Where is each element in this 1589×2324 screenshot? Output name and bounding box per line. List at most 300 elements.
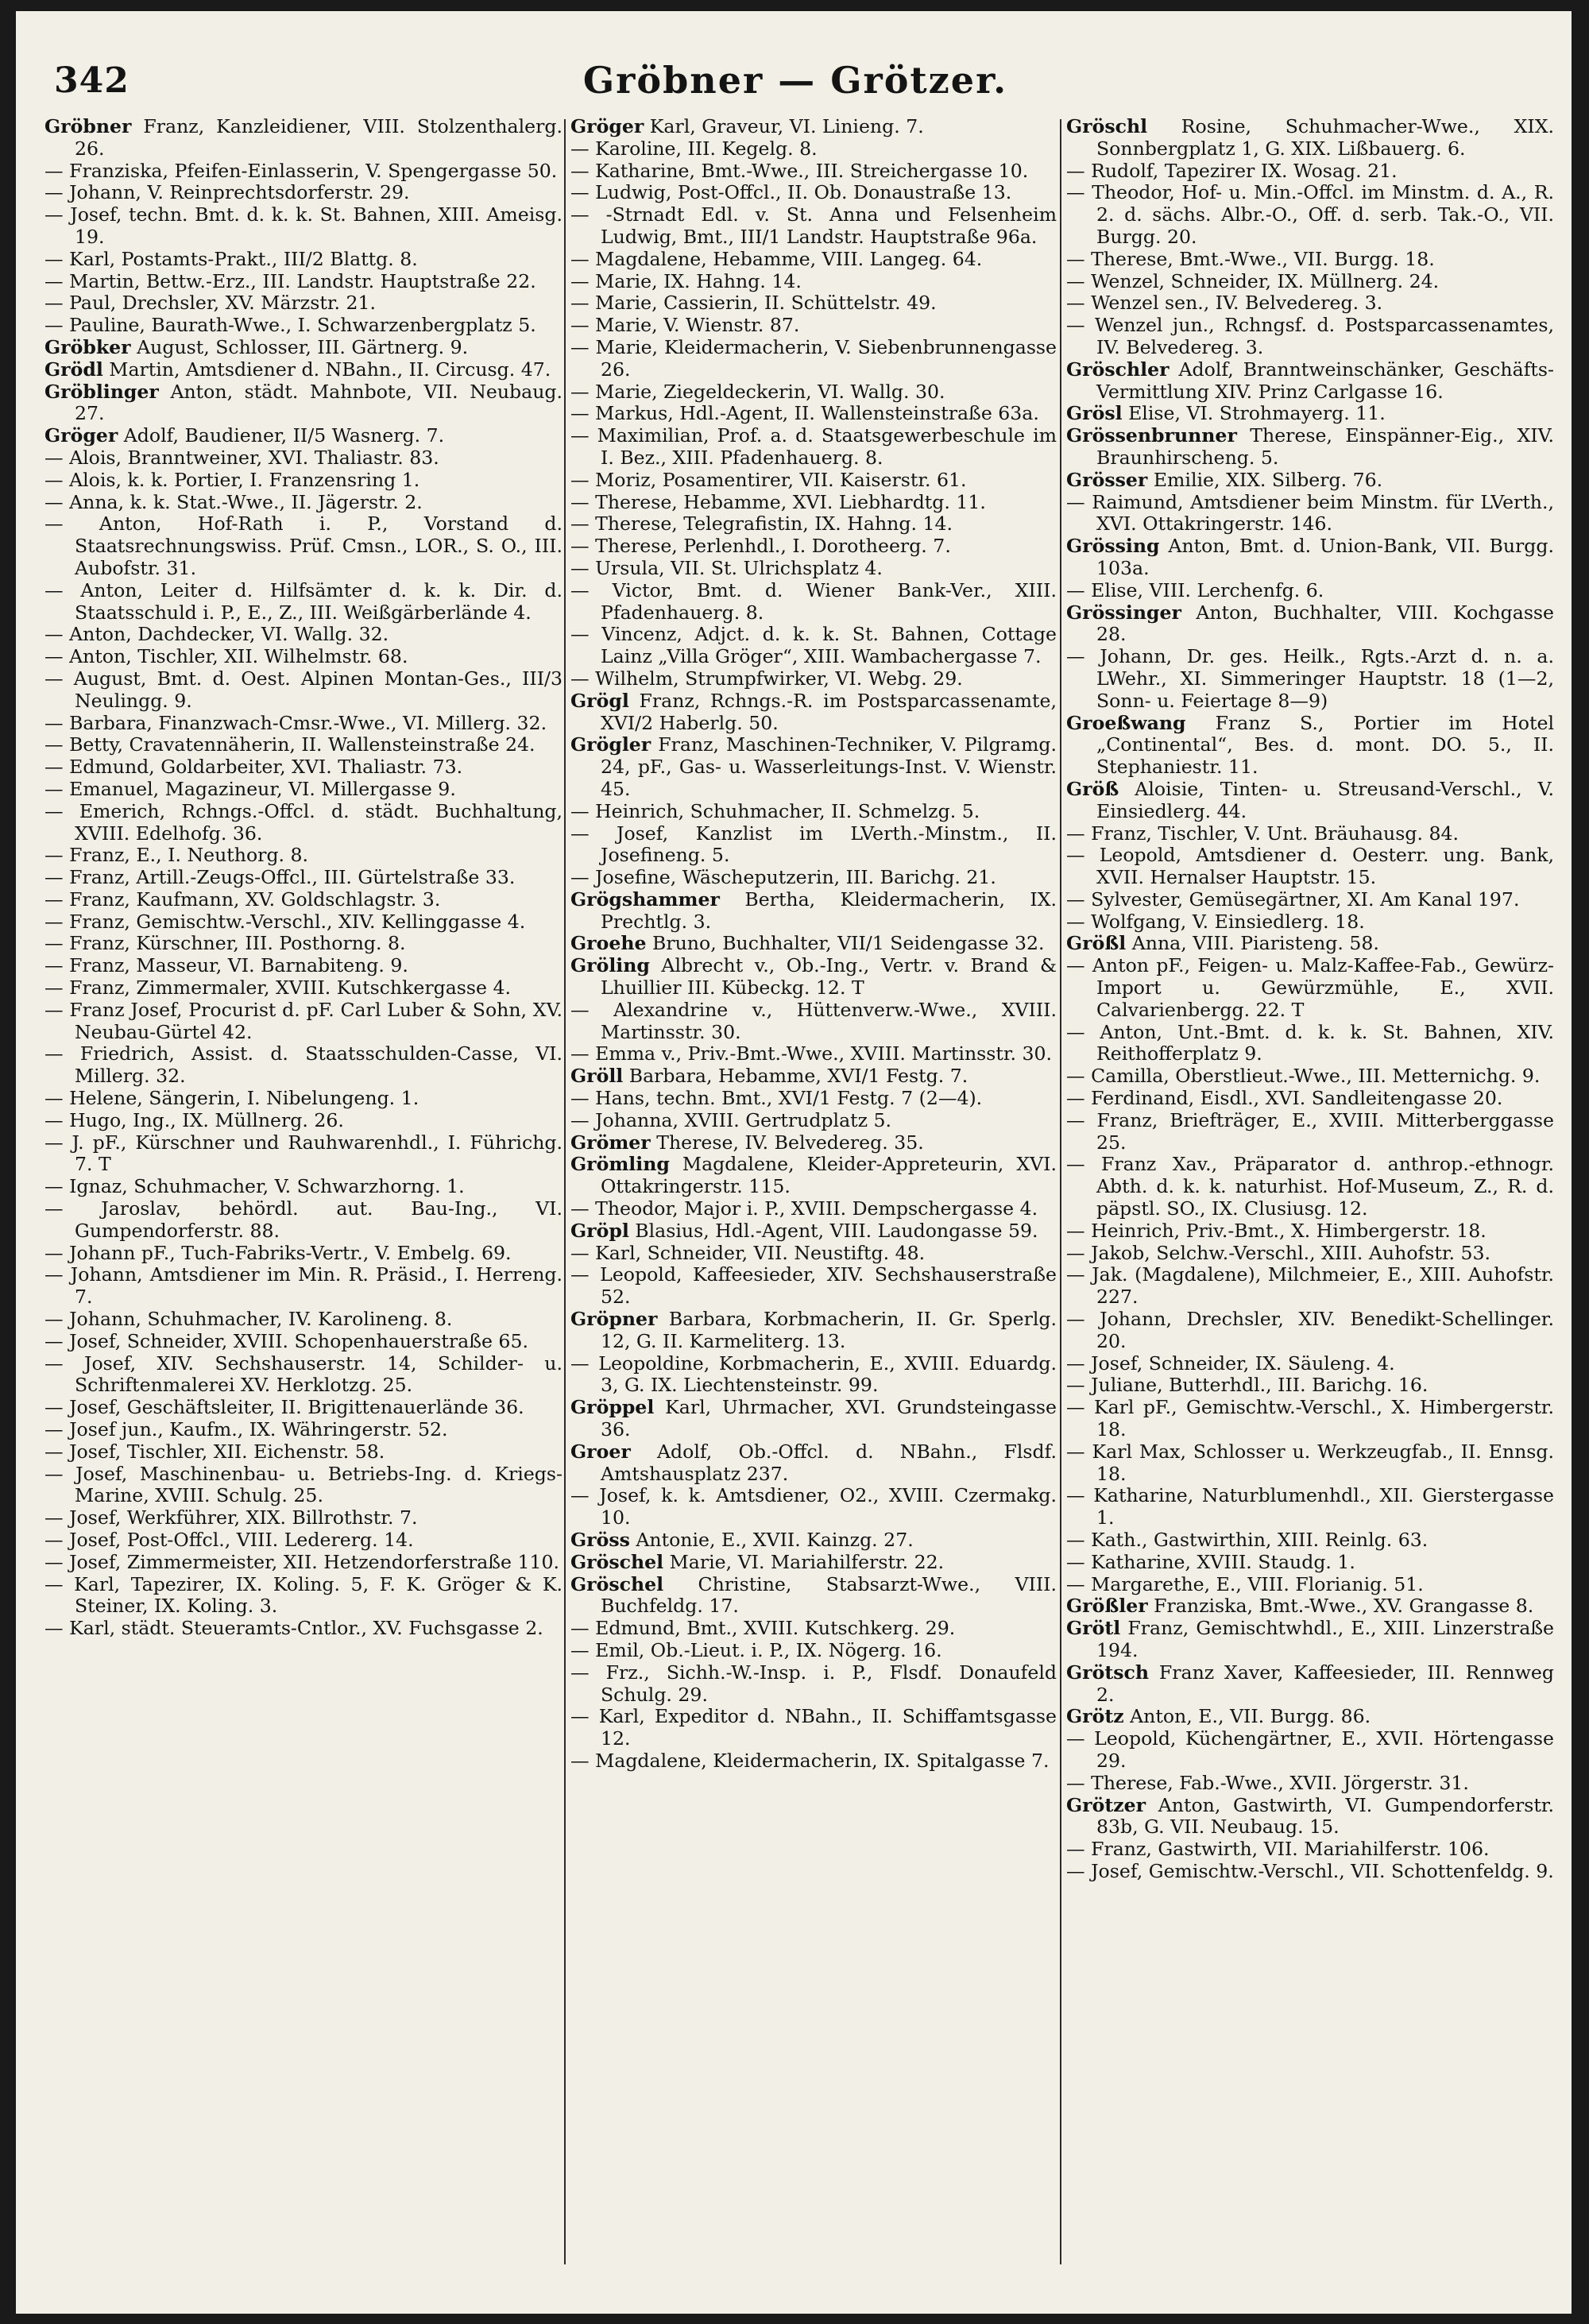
- directory-entry: [44, 359, 563, 381]
- directory-entry: [1066, 359, 1554, 404]
- entry-text: — Wilhelm, Strumpfwirker, VI. Webg. 29.: [570, 667, 963, 690]
- directory-entry: [570, 403, 1057, 425]
- directory-entry: [44, 845, 563, 867]
- entry-surname: Gröschler: [1066, 358, 1170, 381]
- directory-entry: [1066, 425, 1554, 470]
- entry-surname: Grössenbrunner: [1066, 424, 1237, 447]
- entry-surname: Gröss: [570, 1529, 630, 1551]
- entry-text: — Alois, k. k. Portier, I. Franzensring 1.: [44, 468, 420, 491]
- directory-entry: [570, 1485, 1057, 1529]
- entry-text: — Therese, Fab.-Wwe., XVII. Jörgerstr. 31.: [1066, 1771, 1469, 1794]
- directory-entry: [1066, 1706, 1554, 1728]
- entry-text: Christine, Stabsarzt-Wwe., VIII. Buchfeldg. 17.: [601, 1572, 1057, 1618]
- directory-entry: [570, 138, 1057, 160]
- entry-text: Albrecht v., Ob.-Ing., Vertr. v. Brand & Lhuillier III. Kübeckg. 12. T: [601, 954, 1057, 1000]
- directory-entry: [570, 249, 1057, 271]
- entry-text: August, Schlosser, III. Gärtnerg. 9.: [137, 335, 469, 358]
- directory-entry: [1066, 1552, 1554, 1574]
- directory-entry: [570, 1618, 1057, 1640]
- entry-text: — Therese, Hebamme, XVI. Liebhardtg. 11.: [570, 490, 986, 513]
- entry-text: — Josef, Kanzlist im LVerth.-Minstm., II. Josefineng. 5.: [570, 822, 1057, 867]
- directory-entry: [1066, 1353, 1554, 1375]
- column-3: [1066, 116, 1554, 2289]
- directory-entry: [570, 1397, 1057, 1441]
- directory-entry: [1066, 182, 1554, 248]
- directory-entry: [1066, 271, 1554, 293]
- directory-columns: [44, 116, 1554, 2289]
- directory-entry: [44, 1507, 563, 1529]
- entry-text: — Josef, Schneider, XVIII. Schopenhauerstraße 65.: [44, 1329, 528, 1352]
- column-2: [570, 116, 1057, 2289]
- entry-text: — Katharine, XVIII. Staudg. 1.: [1066, 1550, 1355, 1573]
- entry-text: — Leopold, Küchengärtner, E., XVII. Hörtengasse 29.: [1066, 1727, 1554, 1772]
- directory-entry: [1066, 1662, 1554, 1707]
- directory-entry: [1066, 160, 1554, 183]
- entry-text: — Wolfgang, V. Einsiedlerg. 18.: [1066, 910, 1365, 933]
- directory-entry: [44, 955, 563, 977]
- entry-text: — Marie, Cassierin, II. Schüttelstr. 49.: [570, 292, 937, 315]
- entry-text: — Marie, Ziegeldeckerin, VI. Wallg. 30.: [570, 380, 945, 403]
- directory-entry: [1066, 1220, 1554, 1243]
- entry-text: Magdalene, Kleider-Appreteurin, XVI. Ottakringerstr. 115.: [601, 1153, 1057, 1198]
- entry-text: — Margarethe, E., VIII. Florianig. 51.: [1066, 1572, 1424, 1595]
- entry-text: — Ursula, VII. St. Ulrichsplatz 4.: [570, 556, 883, 579]
- entry-surname: Gröblinger: [44, 380, 159, 403]
- entry-text: — Martin, Bettw.-Erz., III. Landstr. Hauptstraße 22.: [44, 269, 536, 292]
- entry-text: — Anton, Dachdecker, VI. Wallg. 32.: [44, 623, 389, 646]
- directory-entry: [570, 292, 1057, 315]
- directory-entry: [570, 1640, 1057, 1662]
- directory-entry: [570, 315, 1057, 337]
- directory-entry: [1066, 1110, 1554, 1154]
- directory-entry: [44, 1264, 563, 1309]
- directory-entry: [44, 249, 563, 271]
- entry-text: — Katharine, Bmt.-Wwe., III. Streichergasse 10.: [570, 159, 1029, 182]
- directory-entry: [570, 492, 1057, 514]
- entry-surname: Grössing: [1066, 535, 1160, 558]
- entry-text: Karl, Uhrmacher, XVI. Grundsteingasse 36.: [601, 1396, 1057, 1441]
- entry-text: — Therese, Telegrafistin, IX. Hahng. 14.: [570, 512, 953, 536]
- directory-entry: [44, 492, 563, 514]
- entry-text: — Therese, Bmt.-Wwe., VII. Burgg. 18.: [1066, 247, 1435, 270]
- entry-surname: Grösser: [1066, 468, 1148, 491]
- entry-text: — Heinrich, Priv.-Bmt., X. Himbergerstr. 18.: [1066, 1219, 1487, 1242]
- entry-surname: Groehe: [570, 932, 647, 955]
- directory-entry: [44, 911, 563, 934]
- directory-entry: [1066, 1088, 1554, 1110]
- directory-entry: [44, 1198, 563, 1243]
- directory-entry: [570, 690, 1057, 735]
- directory-entry: [1066, 580, 1554, 602]
- directory-entry: [570, 867, 1057, 889]
- entry-text: — Karl Max, Schlosser u. Werkzeugfab., II. Ennsg. 18.: [1066, 1440, 1554, 1485]
- directory-entry: [44, 801, 563, 845]
- entry-text: Franz, Rchngs.-R. im Postsparcassenamte, XVI/2 Haberlg. 50.: [601, 689, 1057, 734]
- entry-text: Anton, Buchhalter, VIII. Kochgasse 28.: [1096, 601, 1554, 646]
- entry-text: — Johann pF., Tuch-Fabriks-Vertr., V. Embelg. 69.: [44, 1241, 512, 1264]
- directory-entry: [44, 933, 563, 955]
- directory-entry: [44, 1000, 563, 1044]
- directory-entry: [44, 624, 563, 646]
- entry-surname: Gröbker: [44, 335, 131, 358]
- directory-entry: [570, 425, 1057, 470]
- entry-surname: Grötsch: [1066, 1661, 1150, 1684]
- directory-entry: [44, 271, 563, 293]
- entry-text: — Jaroslav, behördl. aut. Bau-Ing., VI. Gumpendorferstr. 88.: [44, 1197, 563, 1242]
- directory-entry: [1066, 470, 1554, 492]
- directory-entry: [1066, 713, 1554, 779]
- entry-text: Therese, Einspänner-Eig., XIV. Braunhirscheng. 5.: [1096, 424, 1554, 469]
- directory-entry: [44, 1331, 563, 1353]
- entry-text: — Friedrich, Assist. d. Staatsschulden-Casse, VI. Millerg. 32.: [44, 1042, 563, 1088]
- entry-text: — Frz., Sichh.-W.-Insp. i. P., Flsdf. Donaufeld Schulg. 29.: [570, 1661, 1057, 1706]
- entry-text: — Johanna, XVIII. Gertrudplatz 5.: [570, 1108, 892, 1131]
- entry-text: — Josefine, Wäscheputzerin, III. Barichg. 21.: [570, 866, 996, 889]
- entry-text: — Josef, Gemischtw.-Verschl., VII. Schottenfeldg. 9.: [1066, 1859, 1554, 1882]
- directory-entry: [1066, 1574, 1554, 1596]
- directory-entry: [1066, 292, 1554, 315]
- directory-entry: [1066, 1773, 1554, 1795]
- directory-entry: [1066, 602, 1554, 647]
- directory-entry: [1066, 823, 1554, 845]
- entry-text: Anna, VIII. Piaristeng. 58.: [1131, 932, 1379, 955]
- directory-entry: [1066, 1728, 1554, 1773]
- entry-text: — Franz, Kaufmann, XV. Goldschlagstr. 3.: [44, 887, 441, 911]
- directory-entry: [570, 1441, 1057, 1486]
- entry-text: — Franz, Kürschner, III. Posthorng. 8.: [44, 932, 406, 955]
- entry-text: — Betty, Cravatennäherin, II. Wallensteinstraße 24.: [44, 733, 535, 756]
- directory-entry: [570, 580, 1057, 625]
- directory-entry: [1066, 1618, 1554, 1662]
- directory-entry: [44, 315, 563, 337]
- entry-text: Adolf, Ob.-Offcl. d. NBahn., Flsdf. Amtshausplatz 237.: [601, 1440, 1057, 1485]
- entry-text: — Emma v., Priv.-Bmt.-Wwe., XVIII. Martinsstr. 30.: [570, 1042, 1053, 1065]
- directory-entry: [570, 1000, 1057, 1044]
- entry-text: — Therese, Perlenhdl., I. Dorotheerg. 7.: [570, 535, 951, 558]
- entry-text: — Franz, Zimmermaler, XVIII. Kutschkergasse 4.: [44, 976, 511, 1000]
- entry-text: — Josef, Maschinenbau- u. Betriebs-Ing. d. Kriegs-Marine, XVIII. Schulg. 25.: [44, 1462, 563, 1507]
- entry-text: Martin, Amtsdiener d. NBahn., II. Circusg. 47.: [109, 358, 551, 381]
- entry-text: — Josef, k. k. Amtsdiener, O2., XVIII. Czermakg. 10.: [570, 1484, 1057, 1529]
- entry-text: — Johann, Schuhmacher, IV. Karolineng. 8.: [44, 1308, 453, 1331]
- directory-entry: [44, 668, 563, 713]
- directory-entry: [1066, 1861, 1554, 1883]
- entry-text: — Emerich, Rchngs.-Offcl. d. städt. Buchhaltung, XVIII. Edelhofg. 36.: [44, 799, 563, 845]
- directory-entry: [570, 1243, 1057, 1265]
- directory-entry: [44, 1397, 563, 1419]
- entry-text: Franziska, Bmt.-Wwe., XV. Grangasse 8.: [1154, 1595, 1534, 1618]
- directory-entry: [44, 513, 563, 579]
- directory-entry: [44, 756, 563, 779]
- entry-text: — Anton pF., Feigen- u. Malz-Kaffee-Fab., Gewürz-Import u. Gewürzmühle, E., XVII. Calvarienbergg. 22. T: [1066, 954, 1554, 1021]
- directory-entry: [1066, 1264, 1554, 1309]
- directory-entry: [570, 955, 1057, 1000]
- entry-text: — Franz Xav., Präparator d. anthrop.-ethnogr. Abth. d. k. k. naturhist. Hof-Museum, Z., R. d. päpstl. SO., IX. Clusiusg. 12.: [1066, 1153, 1554, 1220]
- entry-text: — Franz, Gemischtw.-Verschl., XIV. Kellinggasse 4.: [44, 910, 526, 933]
- directory-entry: [44, 1110, 563, 1132]
- directory-entry: [44, 292, 563, 315]
- entry-text: — Heinrich, Schuhmacher, II. Schmelzg. 5.: [570, 799, 980, 822]
- entry-text: — Magdalene, Hebamme, VIII. Langeg. 64.: [570, 247, 983, 270]
- directory-entry: [44, 713, 563, 735]
- entry-text: — Marie, Kleidermacherin, V. Siebenbrunnengasse 26.: [570, 335, 1057, 381]
- directory-entry: [44, 867, 563, 889]
- entry-surname: Grögshammer: [570, 887, 720, 911]
- directory-entry: [1066, 845, 1554, 889]
- entry-surname: Gröger: [570, 116, 644, 137]
- directory-entry: [44, 1552, 563, 1574]
- entry-text: — Karl, Tapezirer, IX. Koling. 5, F. K. Gröger & K. Steiner, IX. Koling. 3.: [44, 1572, 563, 1618]
- directory-entry: [44, 425, 563, 447]
- entry-surname: Groer: [570, 1440, 631, 1463]
- directory-entry: [1066, 1397, 1554, 1441]
- entry-surname: Grögl: [570, 689, 629, 712]
- entry-text: Franz, Maschinen-Techniker, V. Pilgramg. 24, pF., Gas- u. Wasserleitungs-Inst. V. Wienstr. 45.: [601, 733, 1057, 800]
- directory-entry: [44, 580, 563, 625]
- entry-text: — J. pF., Kürschner und Rauhwarenhdl., I. Führichg. 7. T: [44, 1131, 563, 1176]
- entry-text: — Johann, Drechsler, XIV. Benedikt-Schellinger. 20.: [1066, 1308, 1554, 1352]
- entry-surname: Gröschl: [1066, 116, 1148, 137]
- entry-text: — Josef, Zimmermeister, XII. Hetzendorferstraße 110.: [44, 1550, 560, 1573]
- directory-entry: [44, 1464, 563, 1508]
- entry-surname: Grötz: [1066, 1705, 1124, 1728]
- entry-surname: Gröger: [44, 424, 118, 447]
- entry-text: — Leopold, Amtsdiener d. Oesterr. ung. Bank, XVII. Hernalser Hauptstr. 15.: [1066, 844, 1554, 889]
- directory-entry: [570, 204, 1057, 249]
- entry-surname: Grögler: [570, 733, 651, 756]
- entry-text: Anton, E., VII. Burgg. 86.: [1130, 1705, 1371, 1728]
- running-title: Gröbner — Grötzer.: [582, 59, 1008, 102]
- entry-text: — Josef, Post-Offcl., VIII. Ledererg. 14.: [44, 1529, 414, 1551]
- entry-surname: Grössinger: [1066, 601, 1181, 624]
- directory-entry: [570, 536, 1057, 558]
- directory-entry: [1066, 779, 1554, 823]
- directory-entry: [1066, 315, 1554, 359]
- entry-text: — Emanuel, Magazineur, VI. Millergasse 9.: [44, 777, 456, 800]
- entry-text: — Franz, Artill.-Zeugs-Offcl., III. Gürtelstraße 33.: [44, 866, 516, 889]
- entry-text: Marie, VI. Mariahilferstr. 22.: [669, 1550, 945, 1573]
- entry-text: — Helene, Sängerin, I. Nibelungeng. 1.: [44, 1087, 419, 1110]
- entry-text: Franz, Gemischtwhdl., E., XIII. Linzerstraße 194.: [1096, 1617, 1554, 1661]
- directory-entry: [44, 470, 563, 492]
- directory-entry: [44, 160, 563, 183]
- directory-entry: [570, 1662, 1057, 1707]
- directory-entry: [1066, 1375, 1554, 1397]
- entry-text: Bruno, Buchhalter, VII/1 Seidengasse 32.: [652, 932, 1045, 955]
- directory-entry: [44, 1309, 563, 1331]
- directory-entry: [570, 116, 1057, 138]
- directory-entry: [570, 558, 1057, 580]
- directory-entry: [44, 447, 563, 470]
- directory-entry: [1066, 911, 1554, 934]
- entry-text: — Johann, V. Reinprechtsdorferstr. 29.: [44, 181, 410, 204]
- directory-entry: [44, 646, 563, 668]
- entry-text: — Edmund, Bmt., XVIII. Kutschkerg. 29.: [570, 1617, 956, 1640]
- directory-entry: [1066, 1309, 1554, 1353]
- directory-entry: [44, 1176, 563, 1198]
- column-rule-1: [564, 119, 566, 2264]
- entry-text: Rosine, Schuhmacher-Wwe., XIX. Sonnbergplatz 1, G. XIX. Lißbauerg. 6.: [1096, 116, 1554, 160]
- directory-entry: [570, 470, 1057, 492]
- entry-text: — Franz, Tischler, V. Unt. Bräuhausg. 84.: [1066, 822, 1459, 845]
- directory-entry: [1066, 1243, 1554, 1265]
- entry-text: — Karl, Postamts-Prakt., III/2 Blattg. 8.: [44, 247, 418, 270]
- entry-text: — Hugo, Ing., IX. Müllnerg. 26.: [44, 1108, 344, 1131]
- directory-entry: [1066, 1529, 1554, 1552]
- entry-text: Karl, Graveur, VI. Linieng. 7.: [649, 116, 924, 137]
- directory-entry: [570, 624, 1057, 668]
- directory-entry: [570, 1264, 1057, 1309]
- entry-surname: Gröschel: [570, 1550, 664, 1573]
- directory-entry: [570, 1132, 1057, 1154]
- entry-text: — Camilla, Oberstlieut.-Wwe., III. Metternichg. 9.: [1066, 1065, 1541, 1088]
- entry-text: — Wenzel jun., Rchngsf. d. Postsparcassenamtes, IV. Belvedereg. 3.: [1066, 314, 1554, 358]
- entry-surname: Größ: [1066, 777, 1119, 800]
- entry-text: — Juliane, Butterhdl., III. Barichg. 16.: [1066, 1374, 1429, 1397]
- entry-text: Aloisie, Tinten- u. Streusand-Verschl., V. Einsiedlerg. 44.: [1096, 777, 1554, 822]
- directory-entry: [44, 1441, 563, 1464]
- directory-entry: [570, 801, 1057, 823]
- directory-entry: [570, 1110, 1057, 1132]
- entry-text: — Karl, Schneider, VII. Neustiftg. 48.: [570, 1241, 926, 1264]
- entry-surname: Grötl: [1066, 1617, 1121, 1640]
- directory-entry: [44, 1243, 563, 1265]
- entry-text: — Edmund, Goldarbeiter, XVI. Thaliastr. 73.: [44, 756, 463, 779]
- entry-text: — Theodor, Hof- u. Min.-Offcl. im Minstm. d. A., R. 2. d. sächs. Albr.-O., Off. d. serb. Tak.-O., VII. Burgg. 20.: [1066, 181, 1554, 248]
- entry-surname: Gröbner: [44, 116, 132, 137]
- entry-text: — Franz, Gastwirth, VII. Mariahilferstr. 106.: [1066, 1838, 1490, 1861]
- entry-text: — Franz, E., I. Neuthorg. 8.: [44, 844, 309, 867]
- entry-text: — Ignaz, Schuhmacher, V. Schwarzhorng. 1.: [44, 1175, 465, 1198]
- directory-entry: [44, 116, 563, 160]
- directory-entry: [44, 1043, 563, 1088]
- entry-text: — Johann, Amtsdiener im Min. R. Präsid., I. Herreng. 7.: [44, 1263, 563, 1309]
- directory-entry: [570, 1552, 1057, 1574]
- entry-text: — Karl, städt. Steueramts-Cntlor., XV. Fuchsgasse 2.: [44, 1617, 543, 1640]
- entry-surname: Gröschel: [570, 1572, 664, 1595]
- entry-text: Blasius, Hdl.-Agent, VIII. Laudongasse 59.: [635, 1219, 1038, 1242]
- directory-entry: [570, 734, 1057, 800]
- entry-text: — Josef jun., Kaufm., IX. Währingerstr. 52.: [44, 1418, 448, 1441]
- entry-text: — Franz Josef, Procurist d. pF. Carl Luber & Sohn, XV. Neubau-Gürtel 42.: [44, 998, 563, 1043]
- entry-text: Anton, Bmt. d. Union-Bank, VII. Burgg. 103a.: [1096, 535, 1554, 579]
- entry-surname: Groeßwang: [1066, 711, 1186, 734]
- directory-entry: [570, 1220, 1057, 1243]
- directory-entry: [1066, 1485, 1554, 1529]
- entry-text: — Marie, IX. Hahng. 14.: [570, 269, 802, 292]
- directory-entry: [570, 889, 1057, 934]
- entry-text: — Karoline, III. Kegelg. 8.: [570, 137, 818, 160]
- entry-text: — Josef, XIV. Sechshauserstr. 14, Schilder- u. Schriftenmalerei XV. Herklotzg. 25.: [44, 1351, 563, 1397]
- entry-text: — Karl pF., Gemischtw.-Verschl., X. Himbergerstr. 18.: [1066, 1396, 1554, 1441]
- directory-entry: [1066, 955, 1554, 1021]
- directory-entry: [1066, 646, 1554, 712]
- entry-text: — Josef, Geschäftsleiter, II. Brigittenauerlände 36.: [44, 1396, 524, 1419]
- entry-text: Franz Xaver, Kaffeesieder, III. Rennweg 2.: [1096, 1661, 1554, 1706]
- entry-text: — Elise, VIII. Lerchenfg. 6.: [1066, 578, 1324, 601]
- directory-entry: [570, 1154, 1057, 1198]
- directory-entry: [1066, 1022, 1554, 1066]
- directory-entry: [44, 734, 563, 756]
- entry-text: Franz, Kanzleidiener, VIII. Stolzenthalerg. 26.: [75, 116, 563, 160]
- directory-entry: [44, 1353, 563, 1398]
- directory-entry: [570, 1309, 1057, 1353]
- directory-entry: [1066, 1441, 1554, 1486]
- entry-surname: Gröll: [570, 1065, 624, 1088]
- directory-entry: [44, 381, 563, 426]
- directory-entry: [1066, 1065, 1554, 1088]
- entry-text: — Leopoldine, Korbmacherin, E., XVIII. Eduardg. 3, G. IX. Liechtensteinstr. 99.: [570, 1351, 1057, 1397]
- entry-text: — Anna, k. k. Stat.-Wwe., II. Jägerstr. 2.: [44, 490, 423, 513]
- directory-entry: [570, 1065, 1057, 1088]
- entry-text: — Alexandrine v., Hüttenverw.-Wwe., XVIII. Martinsstr. 30.: [570, 998, 1057, 1043]
- entry-text: — Josef, techn. Bmt. d. k. k. St. Bahnen, XIII. Ameisg. 19.: [44, 203, 563, 248]
- directory-entry: [1066, 116, 1554, 160]
- directory-entry: [570, 513, 1057, 536]
- entry-surname: Gröling: [570, 954, 650, 977]
- entry-text: Anton, städt. Mahnbote, VII. Neubaug. 27.: [75, 380, 563, 425]
- entry-text: — Wenzel, Schneider, IX. Müllnerg. 24.: [1066, 269, 1440, 292]
- entry-text: — Josef, Werkführer, XIX. Billrothstr. 7.: [44, 1506, 418, 1529]
- directory-page: [16, 11, 1572, 2314]
- directory-entry: [1066, 933, 1554, 955]
- entry-text: — Franz, Briefträger, E., XVIII. Mitterberggasse 25.: [1066, 1108, 1554, 1154]
- entry-text: — Anton, Unt.-Bmt. d. k. k. St. Bahnen, XIV. Reithofferplatz 9.: [1066, 1020, 1554, 1065]
- page-number: 342: [54, 60, 130, 101]
- entry-text: Barbara, Hebamme, XVI/1 Festg. 7.: [628, 1065, 968, 1088]
- directory-entry: [570, 271, 1057, 293]
- entry-text: — Anton, Tischler, XII. Wilhelmstr. 68.: [44, 645, 408, 668]
- entry-text: — Josef, Schneider, IX. Säuleng. 4.: [1066, 1351, 1395, 1375]
- entry-text: — Paul, Drechsler, XV. Märzstr. 21.: [44, 292, 377, 315]
- entry-text: Anton, Gastwirth, VI. Gumpendorferstr. 83b, G. VII. Neubaug. 15.: [1096, 1793, 1554, 1839]
- entry-text: — Marie, V. Wienstr. 87.: [570, 314, 800, 337]
- entry-text: — Alois, Branntweiner, XVI. Thaliastr. 83.: [44, 446, 439, 469]
- entry-text: — Franz, Masseur, VI. Barnabiteng. 9.: [44, 954, 408, 977]
- entry-text: — Emil, Ob.-Lieut. i. P., IX. Nögerg. 16.: [570, 1638, 942, 1661]
- directory-entry: [1066, 492, 1554, 536]
- directory-entry: [1066, 403, 1554, 425]
- entry-text: — Josef, Tischler, XII. Eichenstr. 58.: [44, 1440, 385, 1463]
- directory-entry: [1066, 1595, 1554, 1618]
- entry-text: — Kath., Gastwirthin, XIII. Reinlg. 63.: [1066, 1529, 1429, 1551]
- entry-surname: Grömer: [570, 1131, 651, 1154]
- column-1: [44, 116, 563, 2289]
- entry-surname: Grösl: [1066, 402, 1123, 425]
- entry-surname: Größler: [1066, 1595, 1148, 1618]
- entry-surname: Größl: [1066, 932, 1127, 955]
- entry-text: Adolf, Baudiener, II/5 Wasnerg. 7.: [123, 424, 445, 447]
- directory-entry: [44, 1132, 563, 1177]
- entry-text: — Jak. (Magdalene), Milchmeier, E., XIII. Auhofstr. 227.: [1066, 1263, 1554, 1309]
- directory-entry: [1066, 1839, 1554, 1861]
- entry-text: — Pauline, Baurath-Wwe., I. Schwarzenbergplatz 5.: [44, 314, 536, 337]
- directory-entry: [44, 1574, 563, 1618]
- directory-entry: [570, 1353, 1057, 1398]
- entry-surname: Gröpner: [570, 1308, 658, 1331]
- directory-entry: [1066, 1154, 1554, 1220]
- entry-text: — Ferdinand, Eisdl., XVI. Sandleitengasse 20.: [1066, 1087, 1503, 1110]
- page-header: [38, 52, 1552, 116]
- entry-text: — -Strnadt Edl. v. St. Anna und Felsenheim Ludwig, Bmt., III/1 Landstr. Hauptstraße 96a.: [570, 203, 1057, 248]
- entry-text: — Raimund, Amtsdiener beim Minstm. für LVerth., XVI. Ottakringerstr. 146.: [1066, 490, 1554, 536]
- entry-text: Barbara, Korbmacherin, II. Gr. Sperlg. 12, G. II. Karmeliterg. 13.: [601, 1308, 1057, 1352]
- directory-entry: [570, 160, 1057, 183]
- entry-text: Elise, VI. Strohmayerg. 11.: [1128, 402, 1386, 425]
- directory-entry: [570, 1750, 1057, 1773]
- entry-text: Therese, IV. Belvedereg. 35.: [656, 1131, 924, 1154]
- entry-text: — Barbara, Finanzwach-Cmsr.-Wwe., VI. Millerg. 32.: [44, 711, 547, 734]
